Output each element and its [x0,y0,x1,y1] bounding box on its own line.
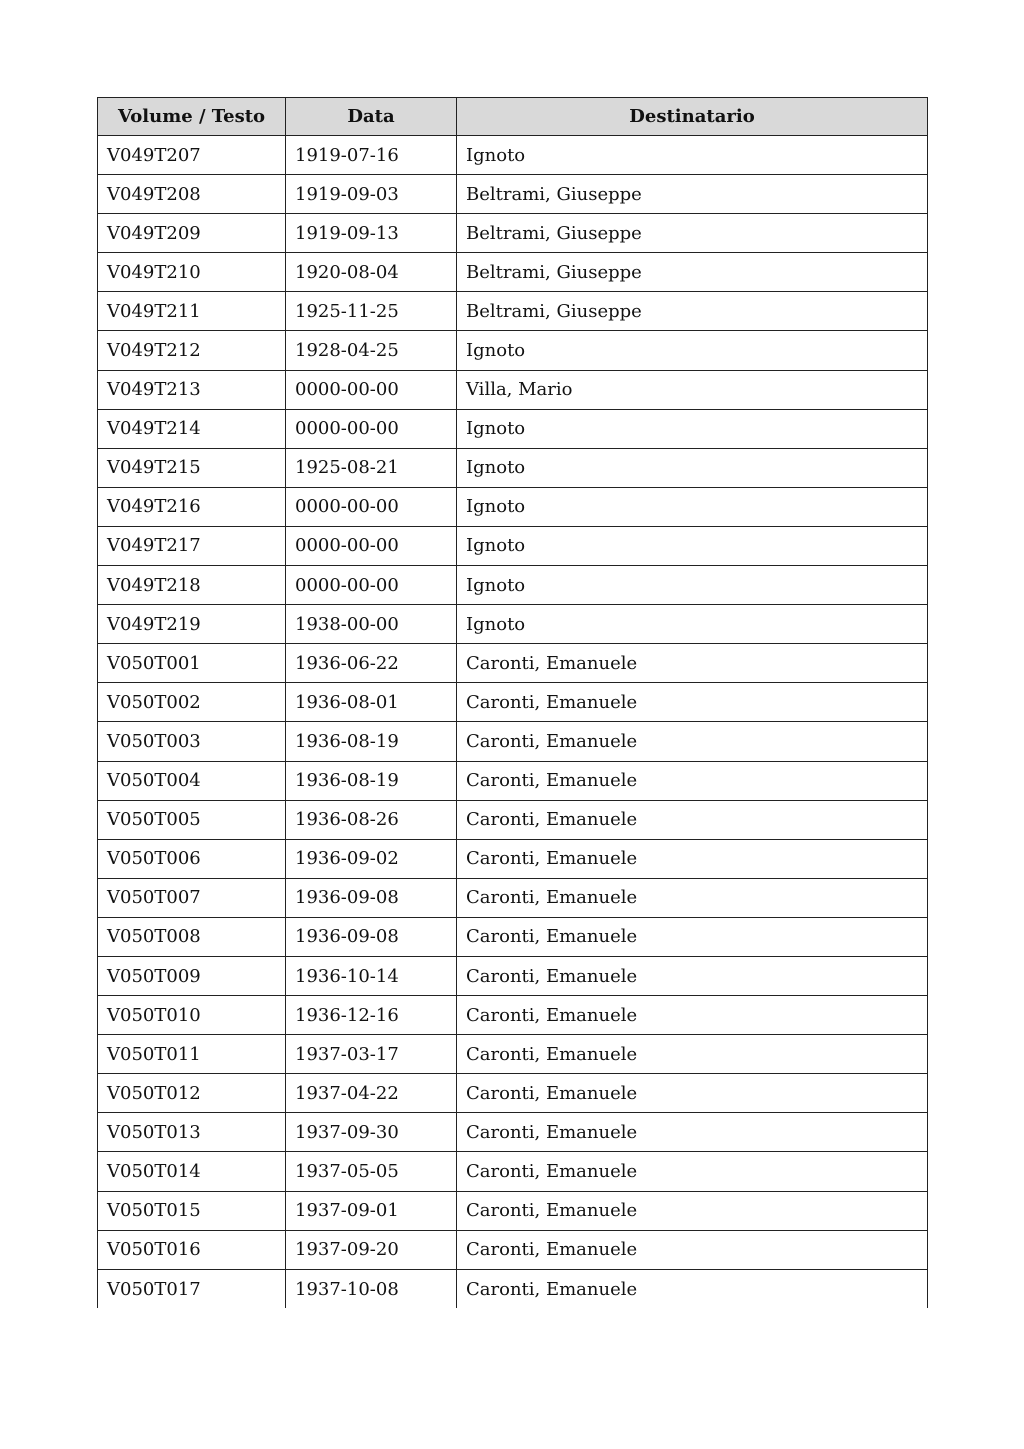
cell-destinatario: Caronti, Emanuele [457,800,928,839]
table-row [98,956,928,995]
cell-volume-testo: V050T010 [98,996,286,1035]
table-row [98,1191,928,1230]
table-header-row [98,98,928,136]
cell-volume-testo: V050T009 [98,956,286,995]
table-row [98,136,928,175]
cell-volume-testo: V050T003 [98,722,286,761]
cell-data: 0000-00-00 [286,526,457,565]
table-row [98,253,928,292]
cell-destinatario: Caronti, Emanuele [457,761,928,800]
cell-destinatario: Beltrami, Giuseppe [457,292,928,331]
cell-destinatario: Caronti, Emanuele [457,839,928,878]
cell-destinatario: Caronti, Emanuele [457,1269,928,1308]
table-row [98,1074,928,1113]
cell-volume-testo: V050T013 [98,1113,286,1152]
cell-data: 1936-08-19 [286,761,457,800]
column-header-volume-testo: Volume / Testo [98,98,286,136]
cell-data: 1938-00-00 [286,605,457,644]
cell-destinatario: Caronti, Emanuele [457,1230,928,1269]
table-row [98,1035,928,1074]
cell-volume-testo: V050T005 [98,800,286,839]
table-body [98,136,928,1309]
cell-destinatario: Caronti, Emanuele [457,1113,928,1152]
cell-volume-testo: V050T006 [98,839,286,878]
cell-volume-testo: V049T213 [98,370,286,409]
cell-destinatario: Caronti, Emanuele [457,722,928,761]
cell-destinatario: Beltrami, Giuseppe [457,214,928,253]
cell-data: 1919-09-13 [286,214,457,253]
letters-table [97,97,928,1308]
cell-destinatario: Caronti, Emanuele [457,878,928,917]
cell-data: 0000-00-00 [286,370,457,409]
table-row [98,644,928,683]
table-row [98,878,928,917]
cell-volume-testo: V049T215 [98,448,286,487]
cell-data: 1920-08-04 [286,253,457,292]
cell-volume-testo: V050T016 [98,1230,286,1269]
cell-data: 1936-09-08 [286,917,457,956]
cell-data: 0000-00-00 [286,487,457,526]
cell-volume-testo: V050T015 [98,1191,286,1230]
table-row [98,566,928,605]
cell-destinatario: Caronti, Emanuele [457,683,928,722]
table-row [98,175,928,214]
cell-volume-testo: V050T014 [98,1152,286,1191]
cell-data: 1925-11-25 [286,292,457,331]
cell-data: 1925-08-21 [286,448,457,487]
cell-volume-testo: V050T012 [98,1074,286,1113]
cell-data: 1937-09-01 [286,1191,457,1230]
cell-data: 1919-07-16 [286,136,457,175]
cell-volume-testo: V050T004 [98,761,286,800]
table-row [98,526,928,565]
cell-volume-testo: V050T011 [98,1035,286,1074]
cell-destinatario: Caronti, Emanuele [457,1191,928,1230]
cell-data: 1936-06-22 [286,644,457,683]
cell-destinatario: Ignoto [457,487,928,526]
cell-destinatario: Caronti, Emanuele [457,1152,928,1191]
table-row [98,292,928,331]
cell-data: 1937-09-20 [286,1230,457,1269]
cell-data: 1937-10-08 [286,1269,457,1308]
column-header-data: Data [286,98,457,136]
table-row [98,214,928,253]
table-row [98,331,928,370]
table-row [98,1269,928,1308]
cell-volume-testo: V049T216 [98,487,286,526]
cell-destinatario: Villa, Mario [457,370,928,409]
table-row [98,1230,928,1269]
cell-data: 1937-05-05 [286,1152,457,1191]
cell-volume-testo: V050T017 [98,1269,286,1308]
document-page [97,97,927,1308]
cell-volume-testo: V049T209 [98,214,286,253]
table-row [98,409,928,448]
cell-destinatario: Ignoto [457,605,928,644]
table-row [98,683,928,722]
table-row [98,1152,928,1191]
cell-volume-testo: V049T207 [98,136,286,175]
cell-data: 1936-08-19 [286,722,457,761]
cell-data: 1936-10-14 [286,956,457,995]
cell-data: 1936-09-08 [286,878,457,917]
cell-destinatario: Caronti, Emanuele [457,956,928,995]
cell-data: 1937-04-22 [286,1074,457,1113]
table-row [98,839,928,878]
cell-volume-testo: V049T219 [98,605,286,644]
cell-destinatario: Ignoto [457,409,928,448]
table-row [98,605,928,644]
table-row [98,487,928,526]
cell-data: 0000-00-00 [286,566,457,605]
table-row [98,370,928,409]
table-row [98,1113,928,1152]
cell-destinatario: Ignoto [457,448,928,487]
cell-volume-testo: V049T212 [98,331,286,370]
cell-data: 1936-08-26 [286,800,457,839]
cell-volume-testo: V049T218 [98,566,286,605]
cell-volume-testo: V050T002 [98,683,286,722]
cell-destinatario: Ignoto [457,331,928,370]
cell-destinatario: Caronti, Emanuele [457,1074,928,1113]
cell-volume-testo: V049T210 [98,253,286,292]
table-row [98,722,928,761]
cell-volume-testo: V049T217 [98,526,286,565]
cell-data: 1936-08-01 [286,683,457,722]
cell-destinatario: Beltrami, Giuseppe [457,253,928,292]
cell-destinatario: Beltrami, Giuseppe [457,175,928,214]
cell-data: 1936-12-16 [286,996,457,1035]
column-header-destinatario: Destinatario [457,98,928,136]
table-row [98,448,928,487]
cell-destinatario: Caronti, Emanuele [457,644,928,683]
cell-data: 1937-03-17 [286,1035,457,1074]
cell-data: 1928-04-25 [286,331,457,370]
cell-destinatario: Caronti, Emanuele [457,1035,928,1074]
cell-destinatario: Caronti, Emanuele [457,917,928,956]
cell-volume-testo: V049T211 [98,292,286,331]
cell-volume-testo: V050T008 [98,917,286,956]
table-row [98,917,928,956]
cell-data: 1919-09-03 [286,175,457,214]
cell-destinatario: Ignoto [457,526,928,565]
cell-volume-testo: V049T208 [98,175,286,214]
cell-destinatario: Ignoto [457,136,928,175]
cell-data: 1936-09-02 [286,839,457,878]
cell-volume-testo: V050T001 [98,644,286,683]
cell-data: 0000-00-00 [286,409,457,448]
cell-destinatario: Caronti, Emanuele [457,996,928,1035]
table-row [98,800,928,839]
cell-volume-testo: V050T007 [98,878,286,917]
cell-destinatario: Ignoto [457,566,928,605]
cell-volume-testo: V049T214 [98,409,286,448]
table-row [98,996,928,1035]
cell-data: 1937-09-30 [286,1113,457,1152]
table-row [98,761,928,800]
